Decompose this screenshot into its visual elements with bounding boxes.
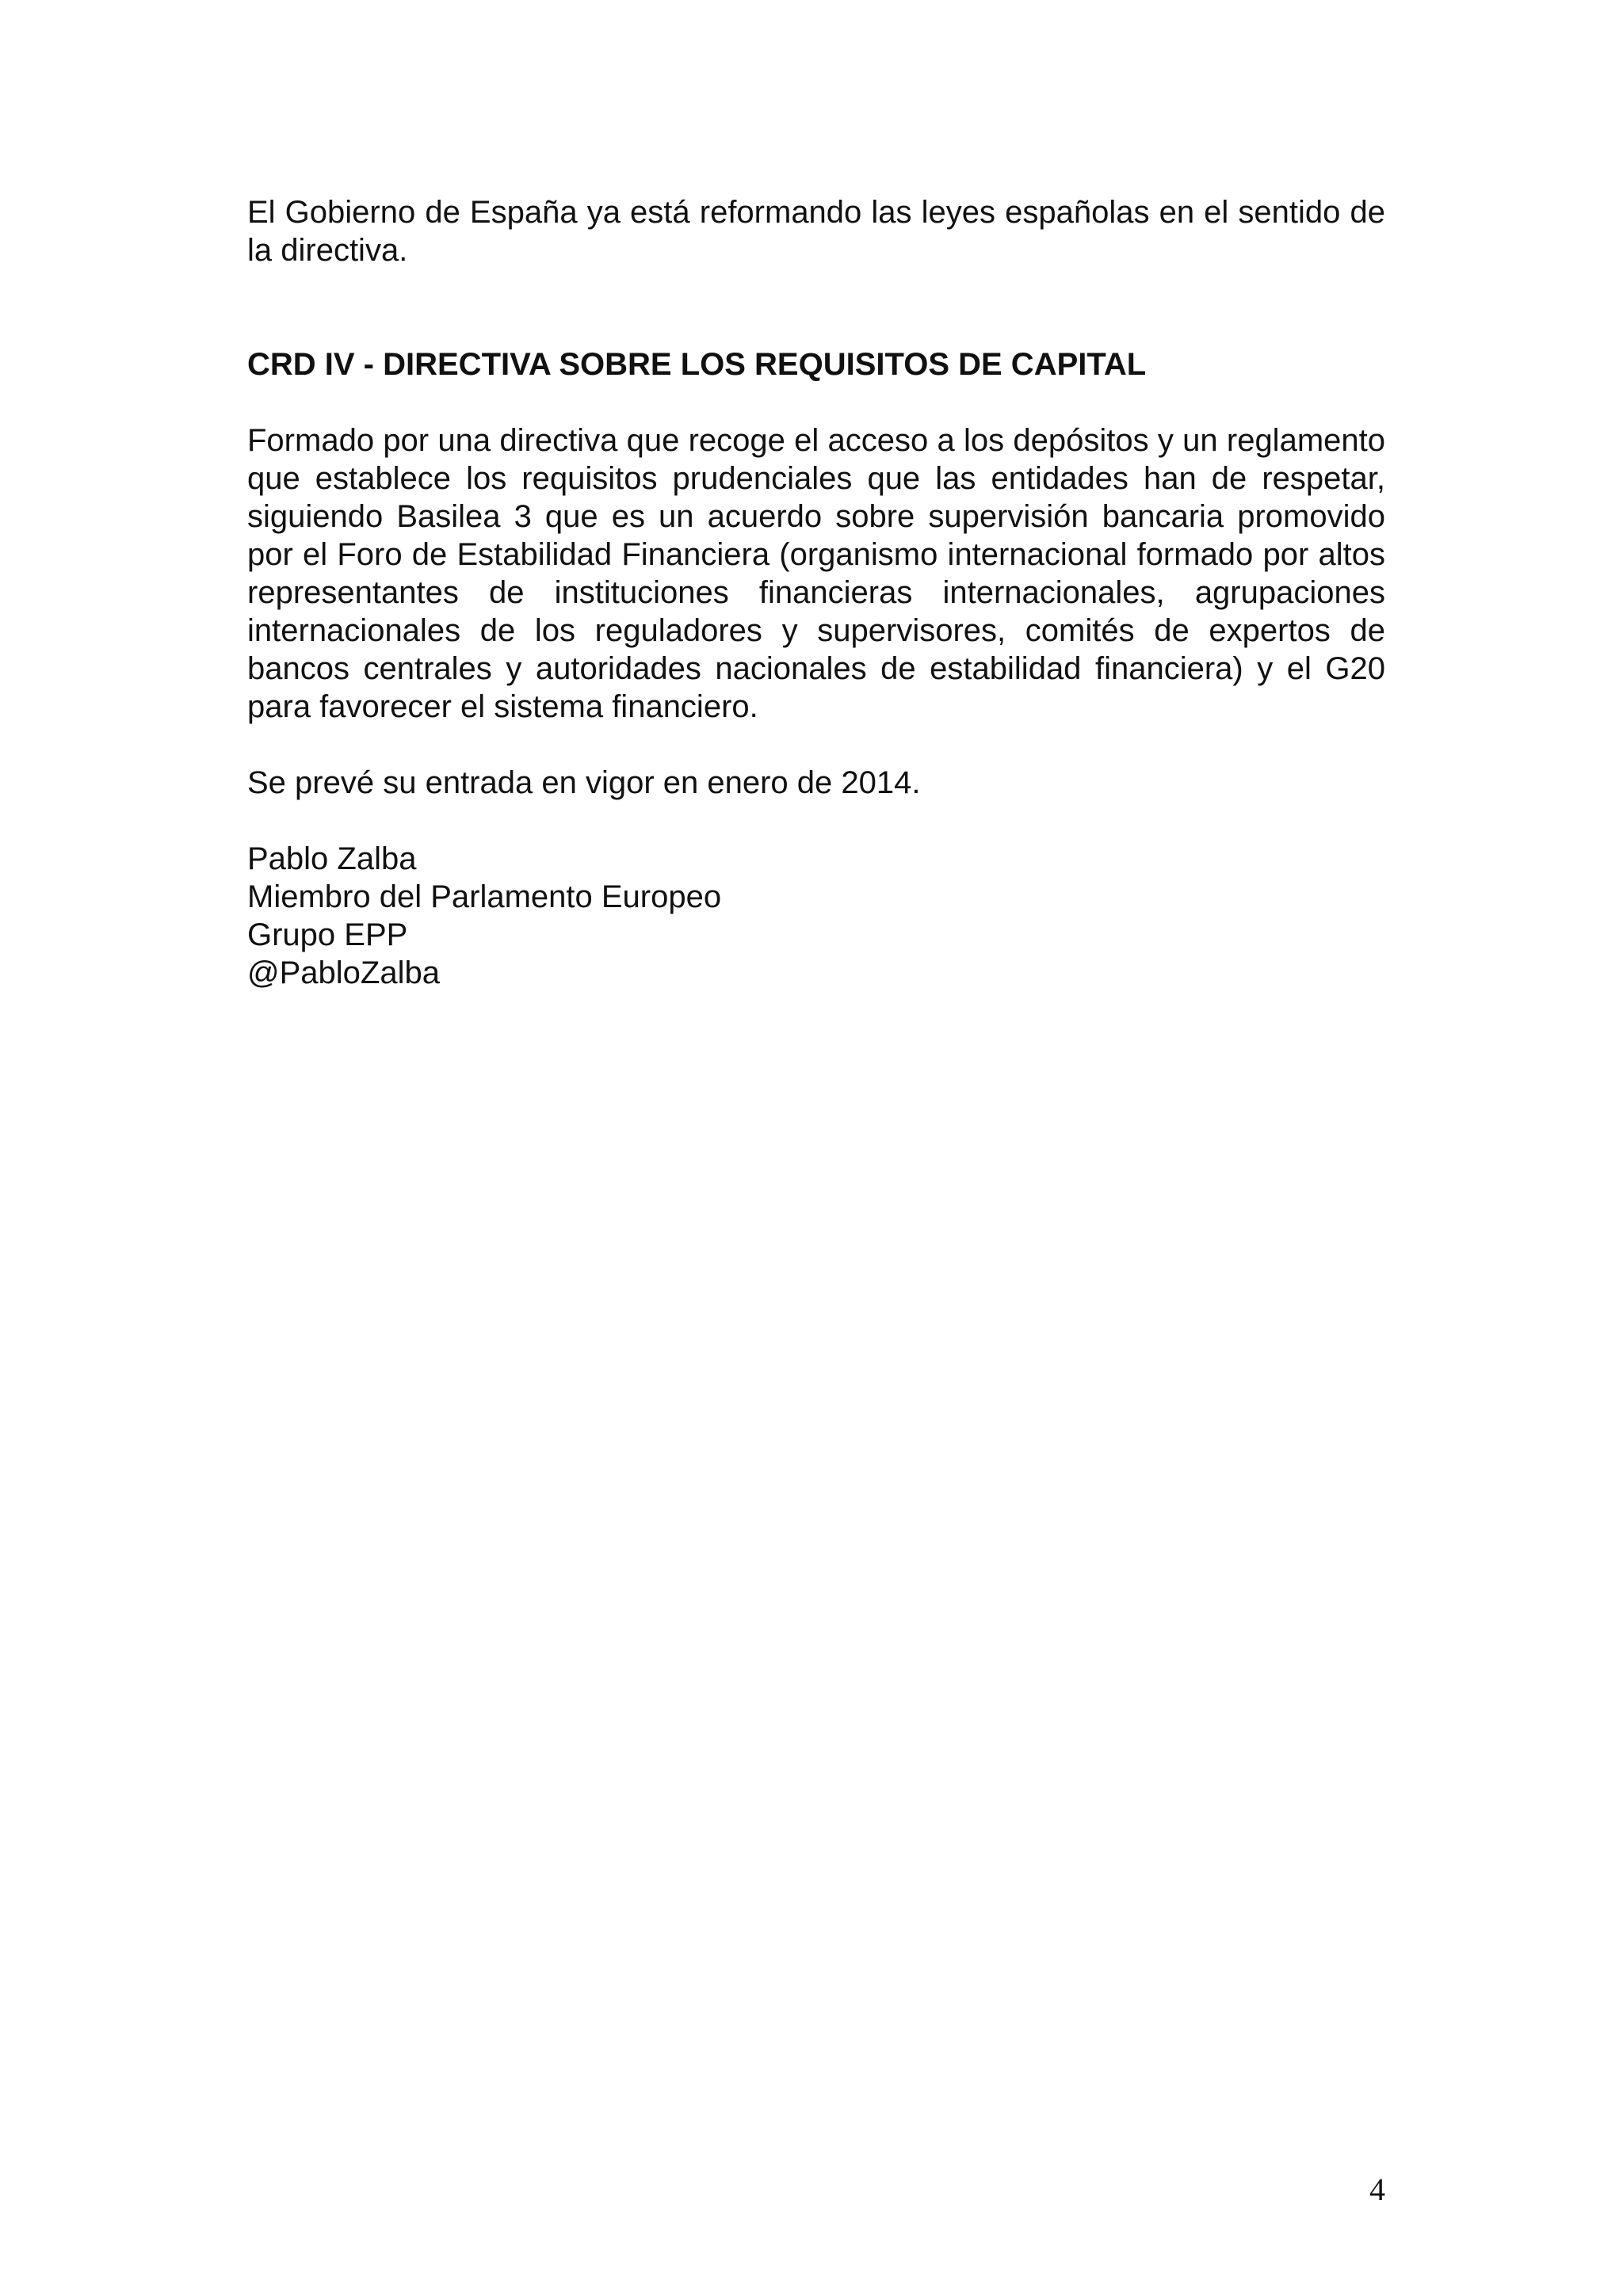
page-content (247, 193, 1385, 992)
entry-into-force-text: Se prevé su entrada en vigor en enero de 2014. (247, 765, 921, 800)
signature-name: Pablo Zalba (247, 841, 417, 876)
signature-block (247, 840, 1385, 992)
section-heading: CRD IV - DIRECTIVA SOBRE LOS REQUISITOS DE CAPITAL (247, 347, 1147, 382)
signature-role: Miembro del Parlamento Europeo (247, 879, 722, 914)
body-paragraph: Formado por una directiva que recoge el acceso a los depósitos y un reglamento que establece los requisitos prudenciales que las entidades han de respetar, siguiendo Basilea 3 que es un acuerdo sobre supervisión bancaria promovido por el Foro de Estabilidad Financiera (organismo internacional formado por altos representantes de instituciones financieras internacionales, agrupaciones internacionales de los reguladores y supervisores, comités de expertos de bancos centrales y autoridades nacionales de estabilidad financiera) y el G20 para favorecer el sistema financiero. (247, 423, 1385, 724)
signature-group: Grupo EPP (247, 917, 408, 952)
signature-handle: @PabloZalba (247, 955, 440, 990)
intro-paragraph: El Gobierno de España ya está reformando las leyes españolas en el sentido de la directiva. (247, 195, 1385, 268)
page-number: 4 (1369, 2172, 1385, 2207)
